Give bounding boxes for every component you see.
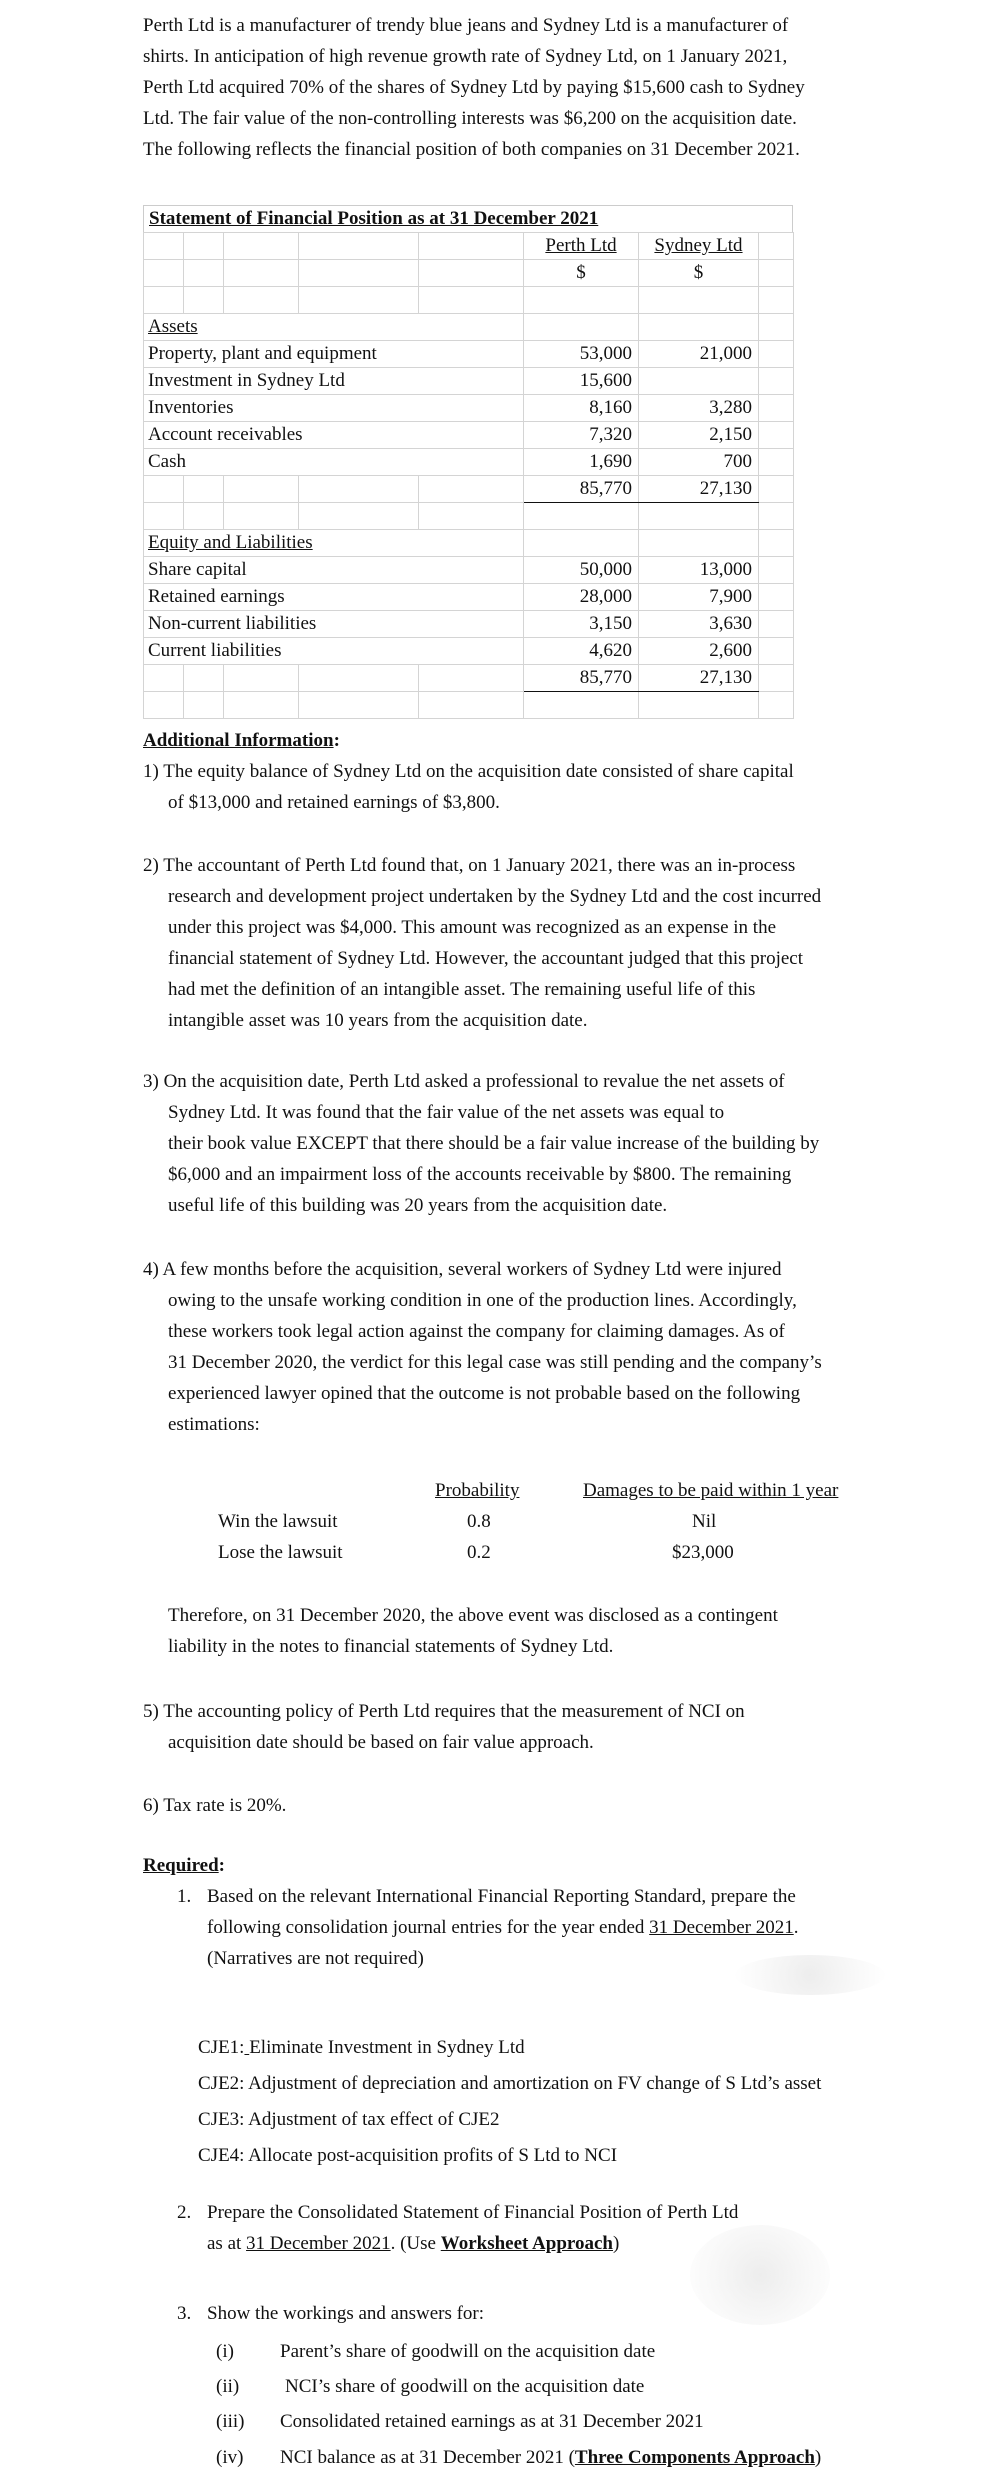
item3-line: $6,000 and an impairment loss of the accounts receivable by $800. The remaining xyxy=(168,1164,792,1185)
assets-heading: Assets xyxy=(144,314,524,341)
outcome-label: Win the lawsuit xyxy=(218,1511,338,1532)
item6 xyxy=(143,1790,923,1821)
q1-period: . xyxy=(793,1917,799,1938)
damage-value: $23,000 xyxy=(672,1542,734,1563)
sofp-grid xyxy=(143,232,794,719)
q2-text-mid: . (Use xyxy=(390,2233,441,2254)
item4-line: experienced lawyer opined that the outcome is not probable based on the following xyxy=(168,1383,801,1404)
table-row xyxy=(144,557,794,584)
prob-value: 0.8 xyxy=(467,1511,491,1532)
item4-line: these workers took legal action against the company for claiming damages. As of xyxy=(168,1321,785,1342)
row-label: Inventories xyxy=(144,395,524,422)
item3-line: their book value EXCEPT that there should be a fair value increase of the building by xyxy=(168,1133,820,1154)
cje1-text: Eliminate Investment in Sydney Ltd xyxy=(249,2037,525,2058)
total-row xyxy=(144,665,794,692)
intro-line: Ltd. The fair value of the non-controlling interests was $6,200 on the acquisition date. xyxy=(143,108,797,129)
item4-line: owing to the unsafe working condition in one of the production lines. Accordingly, xyxy=(168,1290,797,1311)
item1-line: of $13,000 and retained earnings of $3,800. xyxy=(168,792,500,813)
row-label: Property, plant and equipment xyxy=(144,341,524,368)
damage-header: Damages to be paid within 1 year xyxy=(583,1480,839,1501)
item2-line: intangible asset was 10 years from the acquisition date. xyxy=(168,1010,588,1031)
item2-line: research and development project undertaken by the Sydney Ltd and the cost incurred xyxy=(168,886,822,907)
row-label: Account receivables xyxy=(144,422,524,449)
perth-value: 4,620 xyxy=(524,638,639,665)
q1-line xyxy=(207,1912,907,1943)
assets-total-perth: 85,770 xyxy=(524,476,639,503)
currency-perth: $ xyxy=(524,260,639,287)
item2-line: financial statement of Sydney Ltd. However, the accountant judged that this project xyxy=(168,948,804,969)
item6-line: 6) Tax rate is 20%. xyxy=(143,1795,287,1816)
perth-value: 15,600 xyxy=(524,368,639,395)
sub-text: Consolidated retained earnings as at 31 December 2021 xyxy=(280,2411,704,2432)
sydney-value: 7,900 xyxy=(639,584,759,611)
item4-after xyxy=(168,1600,948,1662)
q1-line: (Narratives are not required) xyxy=(207,1948,424,1969)
heading-colon: : xyxy=(333,730,340,751)
table-row xyxy=(144,638,794,665)
table-row xyxy=(144,368,794,395)
item5 xyxy=(143,1696,923,1758)
table-row xyxy=(144,422,794,449)
row-label: Investment in Sydney Ltd xyxy=(144,368,524,395)
item3 xyxy=(143,1066,923,1221)
item4-after-line: liability in the notes to financial statements of Sydney Ltd. xyxy=(168,1636,614,1657)
q2-text-pre: as at xyxy=(207,2233,247,2254)
item5-line: 5) The accounting policy of Perth Ltd requires that the measurement of NCI on xyxy=(143,1701,745,1722)
worksheet-approach: Worksheet Approach xyxy=(440,2233,614,2254)
table-row xyxy=(144,449,794,476)
sub-text: NCI’s share of goodwill on the acquisition date xyxy=(285,2376,645,2397)
sydney-value: 21,000 xyxy=(639,341,759,368)
sub-number: (ii) xyxy=(216,2376,240,2397)
sofp-table xyxy=(143,205,793,719)
sub-text-pre: NCI balance as at 31 December 2021 ( xyxy=(280,2447,575,2468)
perth-value: 8,160 xyxy=(524,395,639,422)
equity-heading: Equity and Liabilities xyxy=(144,530,524,557)
sub-number: (iii) xyxy=(216,2411,245,2432)
eq-total-perth: 85,770 xyxy=(524,665,639,692)
q1-date: 31 December 2021 xyxy=(649,1917,794,1938)
sydney-value: 2,600 xyxy=(639,638,759,665)
three-components-approach: Three Components Approach xyxy=(574,2447,815,2468)
assets-total-sydney: 27,130 xyxy=(639,476,759,503)
additional-info xyxy=(143,725,923,818)
sub-number: (i) xyxy=(216,2341,234,2362)
additional-heading: Additional Information xyxy=(143,730,334,751)
blur-smudge xyxy=(690,2225,830,2325)
item1-line: 1) The equity balance of Sydney Ltd on the acquisition date consisted of share capital xyxy=(143,761,794,782)
q2-line: Prepare the Consolidated Statement of Financial Position of Perth Ltd xyxy=(207,2202,739,2223)
sydney-value xyxy=(639,368,759,395)
q2-text-post: ) xyxy=(613,2233,620,2254)
sub-text-post: ) xyxy=(814,2447,822,2468)
col-header-perth: Perth Ltd xyxy=(524,233,639,260)
blur-smudge xyxy=(735,1955,885,1995)
item2-line: had met the definition of an intangible asset. The remaining useful life of this xyxy=(168,979,756,1000)
item4-after-line: Therefore, on 31 December 2020, the above event was disclosed as a contingent xyxy=(168,1605,778,1626)
q2-number: 2. xyxy=(177,2202,192,2223)
table-row xyxy=(144,611,794,638)
intro-paragraph xyxy=(143,10,883,165)
cje1 xyxy=(198,2032,918,2063)
sub-text: Parent’s share of goodwill on the acquisition date xyxy=(280,2341,656,2362)
currency-sydney: $ xyxy=(639,260,759,287)
q2-date: 31 December 2021 xyxy=(246,2233,391,2254)
intro-line: shirts. In anticipation of high revenue growth rate of Sydney Ltd, on 1 January 2021, xyxy=(143,46,788,67)
cje4: CJE4: Allocate post-acquisition profits of S Ltd to NCI xyxy=(198,2145,618,2166)
sofp-title: Statement of Financial Position as at 31 December 2021 xyxy=(143,205,793,232)
item2 xyxy=(143,850,923,1036)
q1-number: 1. xyxy=(177,1886,192,1907)
sub-text xyxy=(280,2442,821,2473)
prob-header: Probability xyxy=(435,1480,520,1501)
sub-number: (iv) xyxy=(216,2447,244,2468)
table-row xyxy=(144,584,794,611)
intro-line: The following reflects the financial position of both companies on 31 December 2021. xyxy=(143,139,800,160)
outcome-label: Lose the lawsuit xyxy=(218,1542,343,1563)
q1-line: Based on the relevant International Financial Reporting Standard, prepare the xyxy=(207,1886,796,1907)
table-row xyxy=(144,341,794,368)
item4-line: estimations: xyxy=(168,1414,260,1435)
item4 xyxy=(143,1254,923,1440)
item2-line: 2) The accountant of Perth Ltd found that, on 1 January 2021, there was an in-process xyxy=(143,855,796,876)
heading-colon: : xyxy=(218,1855,225,1876)
required-section xyxy=(143,1850,923,1881)
item2-line: under this project was $4,000. This amount was recognized as an expense in the xyxy=(168,917,777,938)
cje1-label: CJE1: xyxy=(198,2037,245,2058)
item3-line: Sydney Ltd. It was found that the fair value of the net assets was equal to xyxy=(168,1102,725,1123)
q3-number: 3. xyxy=(177,2303,192,2324)
sydney-value: 3,280 xyxy=(639,395,759,422)
perth-value: 7,320 xyxy=(524,422,639,449)
prob-value: 0.2 xyxy=(467,1542,491,1563)
perth-value: 50,000 xyxy=(524,557,639,584)
sydney-value: 2,150 xyxy=(639,422,759,449)
item3-line: 3) On the acquisition date, Perth Ltd asked a professional to revalue the net assets of xyxy=(143,1071,785,1092)
table-row xyxy=(144,395,794,422)
perth-value: 1,690 xyxy=(524,449,639,476)
sydney-value: 700 xyxy=(639,449,759,476)
eq-total-sydney: 27,130 xyxy=(639,665,759,692)
q1-line2-text: following consolidation journal entries for the year ended xyxy=(207,1917,650,1938)
sydney-value: 3,630 xyxy=(639,611,759,638)
row-label: Retained earnings xyxy=(144,584,524,611)
q3-text: Show the workings and answers for: xyxy=(207,2303,485,2324)
cje-list xyxy=(198,2032,918,2171)
intro-line: Perth Ltd is a manufacturer of trendy blue jeans and Sydney Ltd is a manufacturer of xyxy=(143,15,789,36)
required-heading: Required xyxy=(143,1855,219,1876)
total-row xyxy=(144,476,794,503)
intro-line: Perth Ltd acquired 70% of the shares of Sydney Ltd by paying $15,600 cash to Sydney xyxy=(143,77,805,98)
cje2: CJE2: Adjustment of depreciation and amortization on FV change of S Ltd’s asset xyxy=(198,2073,822,2094)
row-label: Cash xyxy=(144,449,524,476)
row-label: Current liabilities xyxy=(144,638,524,665)
perth-value: 53,000 xyxy=(524,341,639,368)
row-label: Non-current liabilities xyxy=(144,611,524,638)
col-header-sydney: Sydney Ltd xyxy=(639,233,759,260)
perth-value: 28,000 xyxy=(524,584,639,611)
perth-value: 3,150 xyxy=(524,611,639,638)
item5-line: acquisition date should be based on fair value approach. xyxy=(168,1732,594,1753)
item4-line: 31 December 2020, the verdict for this legal case was still pending and the company’s xyxy=(168,1352,822,1373)
sydney-value: 13,000 xyxy=(639,557,759,584)
cje3: CJE3: Adjustment of tax effect of CJE2 xyxy=(198,2109,500,2130)
row-label: Share capital xyxy=(144,557,524,584)
item3-line: useful life of this building was 20 years from the acquisition date. xyxy=(168,1195,668,1216)
damage-value: Nil xyxy=(692,1511,717,1532)
item4-line: 4) A few months before the acquisition, several workers of Sydney Ltd were injured xyxy=(143,1259,782,1280)
